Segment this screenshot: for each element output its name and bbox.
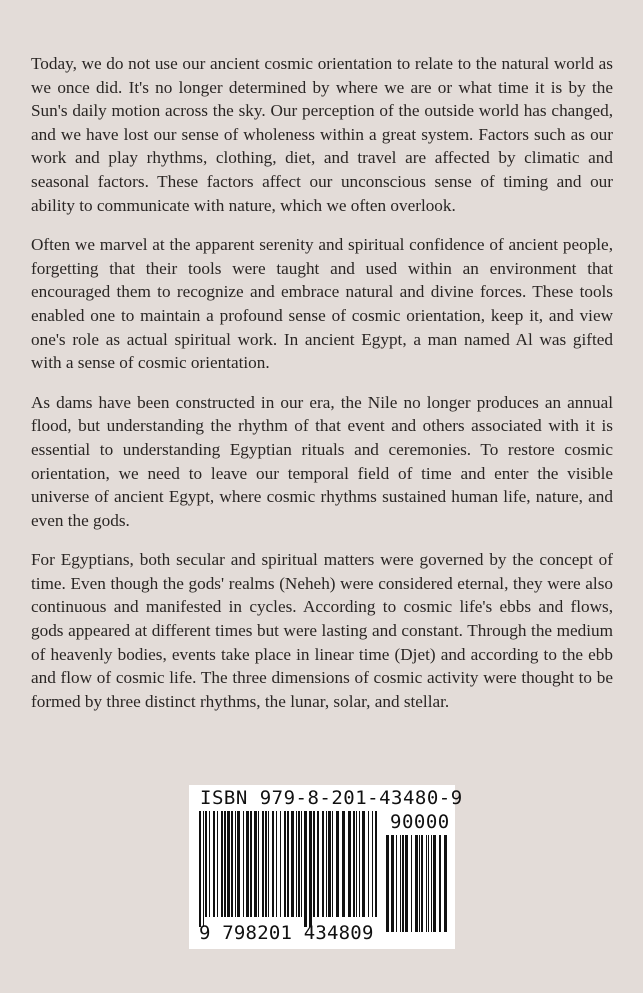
paragraph-2: Often we marvel at the apparent serenity and spiritual confidence of ancient people, forgetting that their tools were taught and used within an environment that encouraged them to recognize and embrace natural and divine forces. These tools enabled one to maintain a profound sense of cosmic orientation, keep it, and view one's role as actual spiritual work. In ancient Egypt, a man named Al was gifted with a sense of cosmic orientation. xyxy=(31,235,613,373)
paragraph-1: Today, we do not use our ancient cosmic orientation to relate to the natural world as we once did. It's no longer determined by where we are or what time it is by the Sun's daily motion across the sky. Our perception of the outside world has changed, and we have lost our sense of wholeness within a great system. Factors such as our work and play rhythms, clothing, diet, and travel are affected by climatic and seasonal factors. These factors affect our unconscious sense of timing and our ability to communicate with nature, which we often overlook. xyxy=(31,54,613,215)
isbn-label: ISBN 979-8-201-43480-9 xyxy=(200,787,463,809)
paragraph-3: As dams have been constructed in our era, the Nile no longer produces an annual flood, but understanding the rhythm of that event and others associated with it is essential to understanding Egyptian rituals and ceremonies. To restore cosmic orientation, we need to leave our temporal field of time and enter the visible universe of ancient Egypt, where cosmic rhythms sustained human life, nature, and even the gods. xyxy=(31,392,613,530)
back-cover-text xyxy=(31,52,613,729)
barcode-bars xyxy=(199,811,377,927)
barcode-digits: 9 798201 434809 xyxy=(199,922,374,944)
paragraph-4: For Egyptians, both secular and spiritual matters were governed by the concept of time. Even though the gods' realms (Neheh) were considered eternal, they were also continuous and manifested in cycles. According to cosmic life's ebbs and flows, gods appeared at different times but were lasting and constant. Through the medium of heavenly bodies, events take place in linear time (Djet) and according to the ebb and flow of cosmic life. The three dimensions of cosmic activity were thought to be formed by three distinct rhythms, the lunar, solar, and stellar. xyxy=(31,550,613,711)
price-code: 90000 xyxy=(390,811,450,833)
addon-barcode-bars xyxy=(386,835,448,942)
isbn-barcode xyxy=(189,785,463,949)
